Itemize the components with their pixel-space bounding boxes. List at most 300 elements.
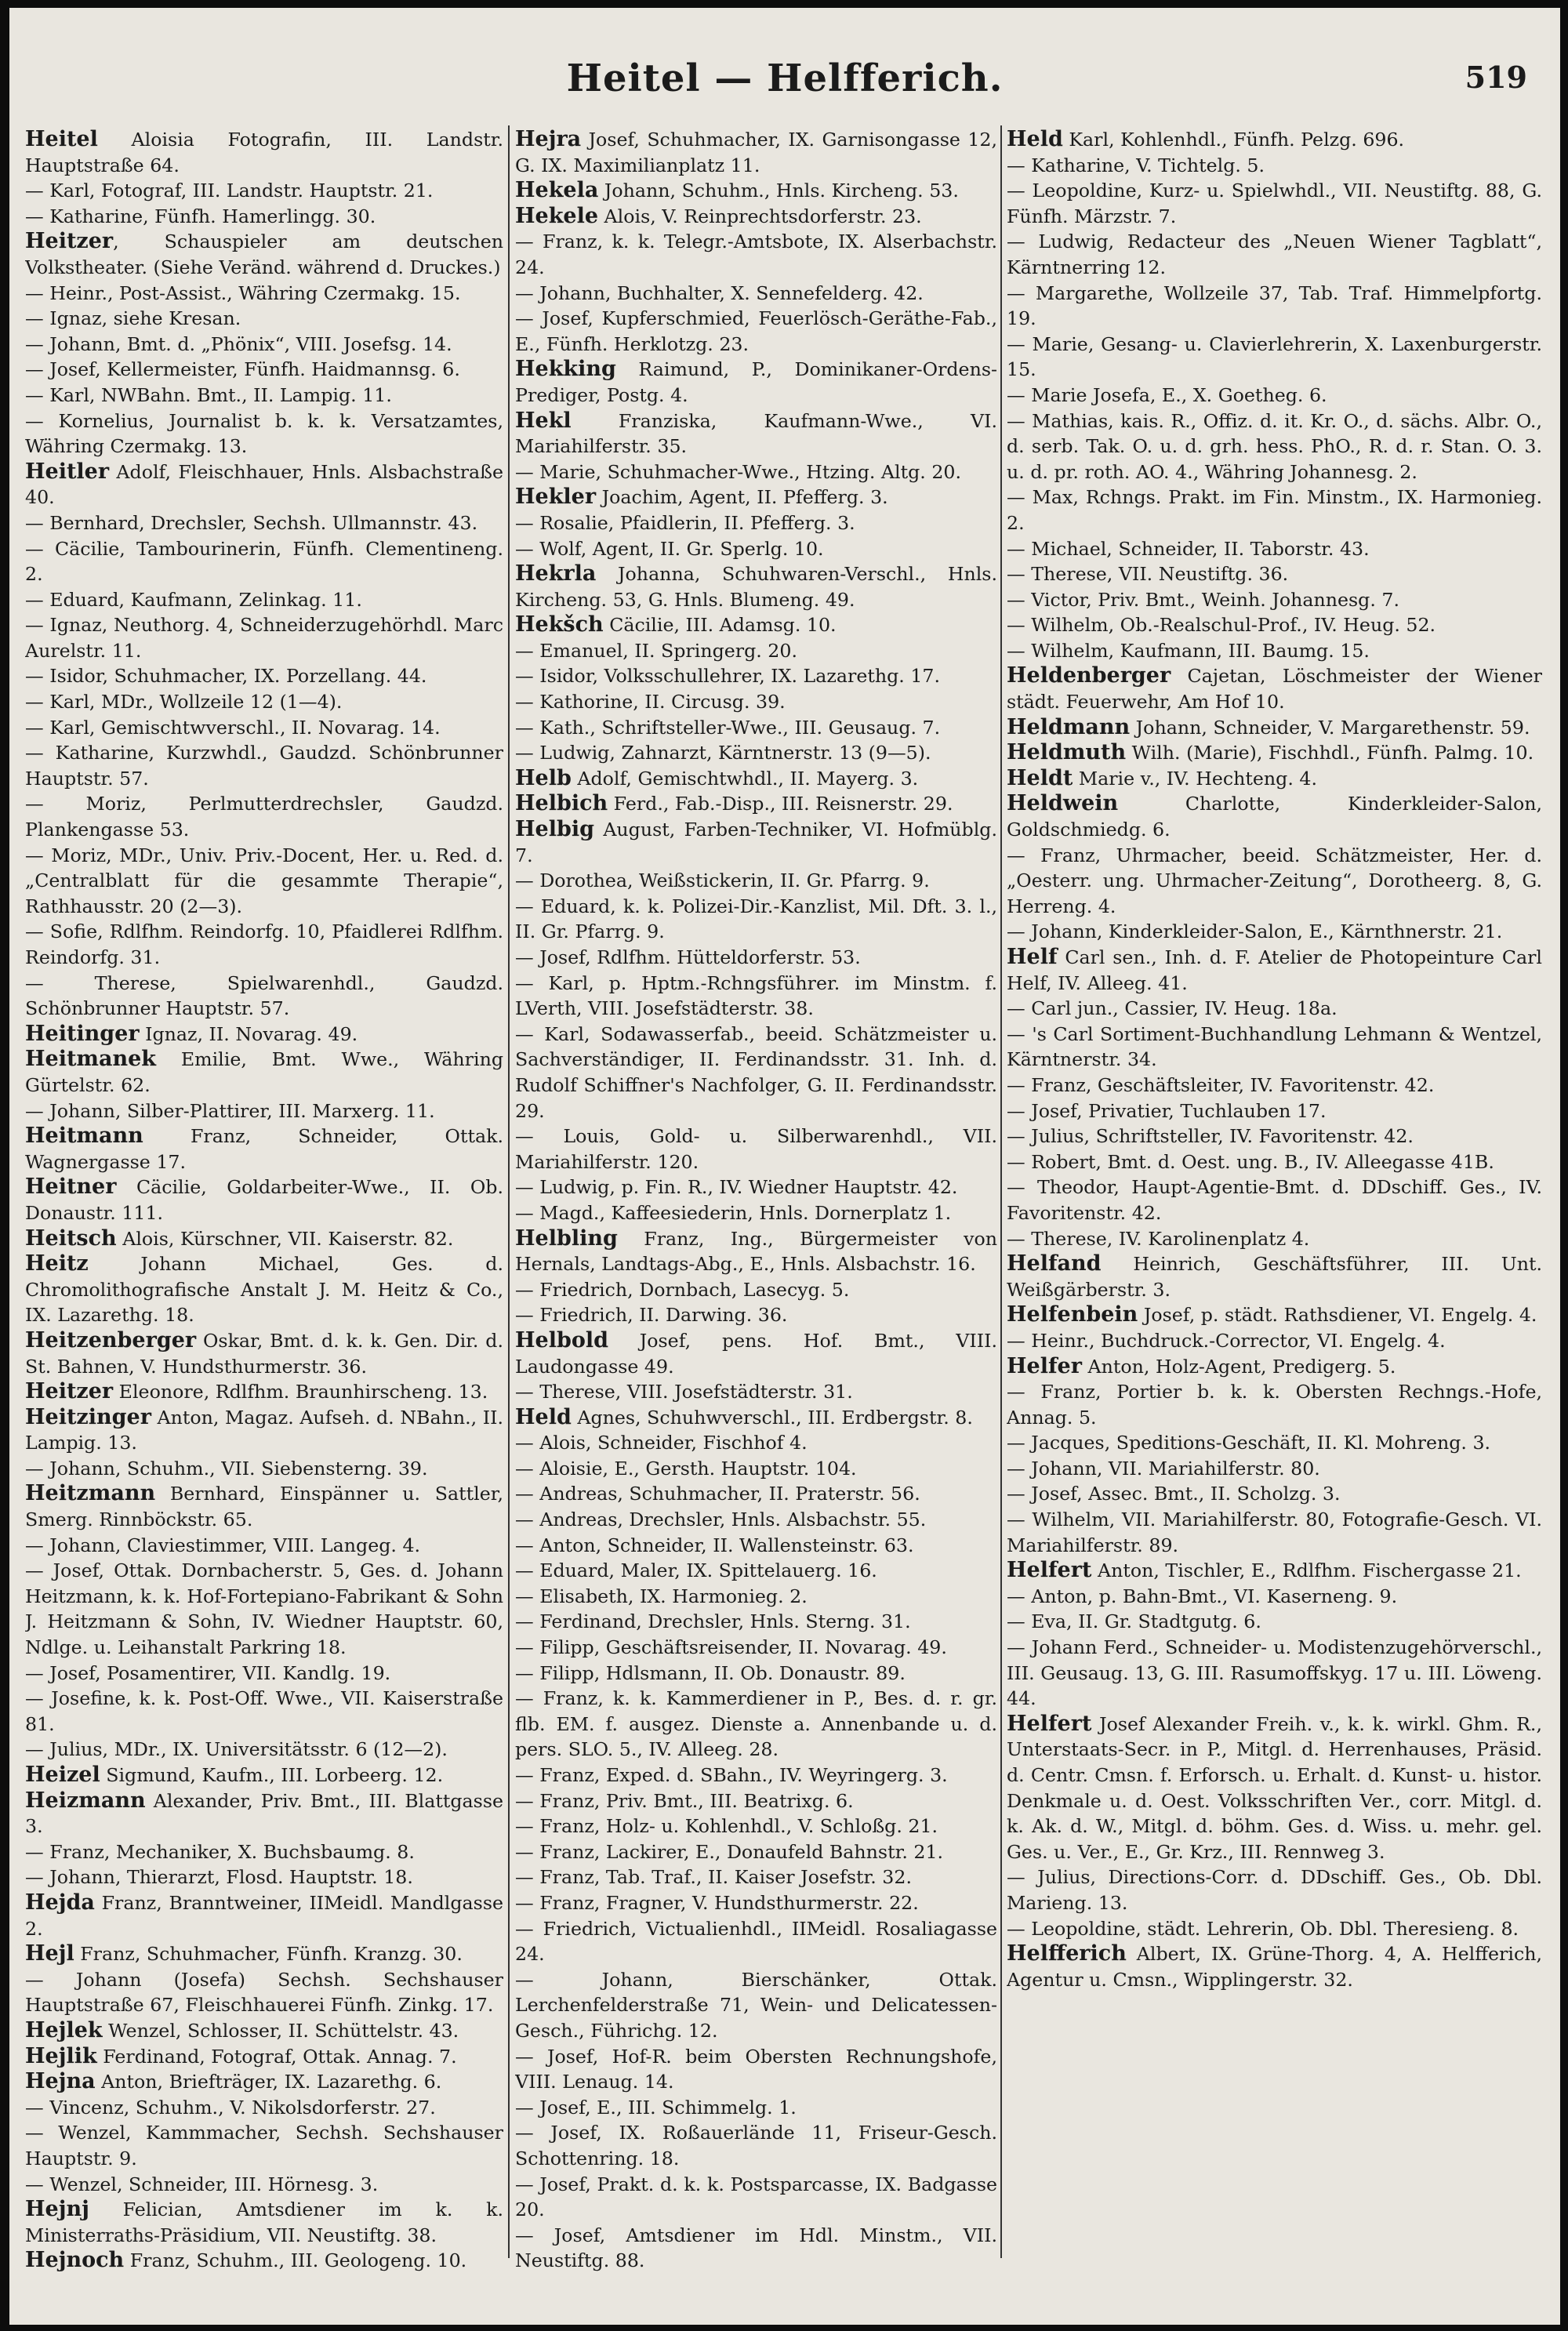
directory-entry [515,1533,997,1559]
entry-text: Ferdinand, Fotograf, Ottak. Annag. 7. [96,2045,457,2068]
entry-surname: Hekking [515,357,616,382]
directory-entry [1007,612,1542,638]
directory-entry [1007,1584,1542,1610]
entry-text: Alois, Kürschner, VII. Kaiserstr. 82. [116,1227,454,1250]
entry-text: Franz, Branntweiner, IIMeidl. Mandlgasse 2. [25,1891,503,1940]
entry-text: — Ignaz, Neuthorg. 4, Schneiderzugehörhdl. Marc Aurelstr. 11. [25,614,503,662]
entry-surname: Heitner [25,1175,117,1200]
directory-entry [515,1763,997,1788]
entry-text: — Franz, Geschäftsleiter, IV. Favoritenstr. 42. [1007,1073,1435,1096]
directory-entry [25,2172,503,2198]
entry-text: Franz, Schuhmacher, Fünfh. Kranzg. 30. [74,1943,463,1966]
column-1 [25,127,503,2307]
entry-text: — Franz, k. k. Kammerdiener in P., Bes. d. r. gr. flb. EM. f. ausgez. Dienste a. Annenbande u. d. pers. SLO. 5., IV. Alleeg. 28. [515,1687,997,1761]
entry-text: Anton, Magaz. Aufseh. d. NBahn., II. Lampig. 13. [25,1406,503,1454]
entry-text: — Josef, Hof-R. beim Obersten Rechnungshofe, VIII. Lenaug. 14. [515,2045,997,2093]
entry-text: — Franz, Mechaniker, X. Buchsbaumg. 8. [25,1840,415,1863]
entry-text: — Johann, VII. Mariahilferstr. 80. [1007,1457,1320,1480]
entry-text: Josef Alexander Freih. v., k. k. wirkl. Ghm. R., Unterstaats-Secr. in P., Mitgl. d. Herrenhauses, Präsid. d. Centr. Cmsn. f. Erforsch. u. Erhalt. d. Kunst- u. histor. Denkmale u. d. Oest. Volksschriften Ver., corr. Mitgl. d. k. Ak. d. W., Mitgl. d. böhm. Ges. d. Wiss. u. mehr. gel. Ges. u. Ver., E., Gr. Krz., III. Rennweg 3. [1007,1712,1542,1863]
entry-text: — Louis, Gold- u. Silberwarenhdl., VII. Mariahilferstr. 120. [515,1125,997,1173]
entry-text: — Friedrich, II. Darwing. 36. [515,1304,788,1327]
entry-text: — Katharine, Kurzwhdl., Gaudzd. Schönbrunner Hauptstr. 57. [25,742,503,790]
entry-surname: Heitmanek [25,1047,156,1072]
directory-entry [25,1226,503,1252]
directory-entry [515,1302,997,1328]
directory-entry [25,1839,503,1865]
directory-entry [515,1226,997,1277]
entry-text: — Elisabeth, IX. Harmonieg. 2. [515,1585,808,1607]
entry-text: — Anton, Schneider, II. Wallensteinstr. 63. [515,1534,914,1556]
entry-text: — Alois, Schneider, Fischhof 4. [515,1432,808,1454]
entry-surname: Hejlik [25,2043,97,2068]
directory-entry [1007,843,1542,920]
entry-text: — Ludwig, Redacteur des „Neuen Wiener Tagblatt“, Kärntnerring 12. [1007,231,1542,278]
directory-entry [515,1379,997,1405]
entry-text: — Friedrich, Victualienhdl., IIMeidl. Rosaliagasse 24. [515,1917,997,1966]
entry-text: — Aloisie, E., Gersth. Hauptstr. 104. [515,1457,857,1480]
directory-entry [25,332,503,358]
directory-entry [1007,1226,1542,1252]
directory-entry [25,2120,503,2171]
entry-text: — Eduard, Kaufmann, Zelinkag. 11. [25,588,362,611]
entry-text: Marie v., IV. Hechteng. 4. [1073,767,1318,790]
directory-entry [1007,153,1542,179]
entry-text: , Schauspieler am deutschen Volkstheater. (Siehe Veränd. während d. Druckes.) [25,231,503,278]
entry-surname: Helfert [1007,1711,1092,1736]
directory-entry [1007,638,1542,664]
entry-text: Emilie, Bmt. Wwe., Währing Gürtelstr. 62. [25,1048,503,1096]
directory-entry [515,1277,997,1303]
entry-surname: Hejlek [25,2017,103,2042]
directory-entry [25,1763,503,1788]
directory-entry [515,357,997,408]
directory-entry [25,1175,503,1225]
entry-text: — Johann, Thierarzt, Flosd. Hauptstr. 18. [25,1866,413,1889]
directory-entry [1007,1941,1542,1992]
entry-text: Agnes, Schuhwverschl., III. Erdbergstr. 8. [571,1406,973,1429]
directory-entry [515,689,997,715]
directory-entry [1007,408,1542,485]
directory-entry [1007,1864,1542,1915]
entry-surname: Heitsch [25,1225,117,1251]
directory-entry [1007,536,1542,562]
directory-entry [25,663,503,689]
entry-text: — Filipp, Geschäftsreisender, II. Novarag. 49. [515,1636,947,1659]
entry-text: — Leopoldine, Kurz- u. Spielwhdl., VII. Neustiftg. 88, G. Fünfh. Märzstr. 7. [1007,180,1542,227]
entry-surname: Heitzer [25,1379,114,1404]
entry-text: — Karl, NWBahn. Bmt., II. Lampig. 11. [25,383,392,406]
entry-text: Aloisia Fotografin, III. Landstr. Hauptstraße 64. [25,129,503,176]
directory-entry [515,408,997,459]
entry-text: — Eduard, Maler, IX. Spittelauerg. 16. [515,1559,877,1582]
directory-entry [1007,281,1542,332]
entry-surname: Heitzer [25,229,114,254]
entry-text: Carl sen., Inh. d. F. Atelier de Photopeinture Carl Helf, IV. Alleeg. 41. [1007,946,1542,994]
entry-surname: Hejl [25,1941,74,1966]
directory-entry [1007,383,1542,408]
entry-text: Anton, Holz-Agent, Predigerg. 5. [1081,1355,1396,1378]
directory-entry [1007,791,1542,842]
directory-entry [515,1661,997,1687]
directory-entry [1007,945,1542,996]
directory-entry [25,689,503,715]
entry-text: — Franz, Fragner, V. Hundsthurmerstr. 22. [515,1891,919,1914]
entry-text: — Julius, Schriftsteller, IV. Favoritenstr. 42. [1007,1125,1414,1148]
entry-surname: Heitel [25,127,98,151]
entry-text: — Josef, Kupferschmied, Feuerlösch-Geräthe-Fab., E., Fünfh. Herklotzg. 23. [515,307,997,355]
entry-surname: Heldenberger [1007,663,1171,688]
entry-text: Anton, Tischler, E., Rdlfhm. Fischergasse 21. [1091,1559,1522,1582]
entry-text: Albert, IX. Grüne-Thorg. 4, A. Helfferich, Agentur u. Cmsn., Wipplingerstr. 32. [1007,1943,1542,1991]
directory-entry [515,740,997,766]
directory-entry [515,1405,997,1431]
directory-entry [515,945,997,971]
directory-entry [1007,561,1542,587]
directory-entry [1007,1354,1542,1380]
directory-entry [515,1430,997,1456]
entry-text: Franz, Schneider, Ottak. Wagnergasse 17. [25,1125,503,1173]
entry-surname: Heitler [25,459,110,484]
entry-text: — Anton, p. Bahn-Bmt., VI. Kaserneng. 9. [1007,1585,1398,1607]
entry-text: Cäcilie, Goldarbeiter-Wwe., II. Ob. Donaustr. 111. [25,1176,503,1224]
directory-entry [25,1558,503,1660]
entry-surname: Heldmann [1007,714,1131,739]
entry-text: — Katharine, Fünfh. Hamerlingg. 30. [25,205,376,227]
entry-text: — Josef, Kellermeister, Fünfh. Haidmannsg. 6. [25,358,460,381]
entry-text: — Josef, IX. Roßauerlände 11, Friseur-Gesch. Schottenring. 18. [515,2122,997,2169]
directory-entry [515,1200,997,1226]
entry-text: — Karl, MDr., Wollzeile 12 (1—4). [25,691,343,713]
entry-text: Adolf, Gemischtwhdl., II. Mayerg. 3. [571,767,919,790]
entry-text: — Eduard, k. k. Polizei-Dir.-Kanzlist, Mil. Dft. 3. l., II. Gr. Pfarrg. 9. [515,895,997,943]
directory-entry [515,1864,997,1890]
directory-entry [25,1124,503,1175]
directory-entry [25,229,503,280]
entry-surname: Heitzinger [25,1404,151,1429]
entry-text: — Franz, k. k. Telegr.-Amtsbote, IX. Alserbachstr. 24. [515,231,997,278]
directory-entry [515,663,997,689]
entry-surname: Hekrla [515,561,597,586]
entry-surname: Held [515,1404,572,1429]
entry-text: — Wilhelm, Kaufmann, III. Baumg. 15. [1007,639,1370,662]
entry-text: — Wilhelm, VII. Mariahilferstr. 80, Fotografie-Gesch. VI. Mariahilferstr. 89. [1007,1509,1542,1556]
directory-entry [1007,1175,1542,1225]
entry-text: — Karl, Fotograf, III. Landstr. Hauptstr. 21. [25,180,434,202]
entry-text: — Max, Rchngs. Prakt. im Fin. Minstm., IX. Harmonieg. 2. [1007,486,1542,534]
entry-text: Josef, pens. Hof. Bmt., VIII. Laudongasse 49. [515,1329,997,1378]
entry-text: — Moriz, MDr., Univ. Priv.-Docent, Her. u. Red. d. „Centralblatt für die gesammte Therapie“, Rathhausstr. 20 (2—3). [25,844,503,917]
entry-text: — Julius, Directions-Corr. d. DDschiff. Ges., Ob. Dbl. Marieng. 13. [1007,1866,1542,1914]
directory-entry [1007,229,1542,280]
entry-text: Heinrich, Geschäftsführer, III. Unt. Weißgärberstr. 3. [1007,1253,1542,1301]
directory-entry [25,1098,503,1124]
entry-text: — Johann, Silber-Plattirer, III. Marxerg. 11. [25,1099,435,1122]
entry-text: Franz, Schuhm., III. Geologeng. 10. [124,2249,467,2272]
entry-text: — Karl, Gemischtwverschl., II. Novarag. 14. [25,716,441,739]
directory-entry [25,1737,503,1763]
entry-surname: Heizmann [25,1788,146,1813]
entry-text: Franz, Ing., Bürgermeister von Hernals, Landtags-Abg., E., Hnls. Alsbachstr. 16. [515,1227,997,1276]
directory-entry [1007,740,1542,766]
entry-text: — Josef, Privatier, Tuchlauben 17. [1007,1099,1327,1122]
entry-text: — Franz, Holz- u. Kohlenhdl., V. Schloßg. 21. [515,1815,938,1838]
directory-entry [515,306,997,357]
entry-text: Wilh. (Marie), Fischhdl., Fünfh. Palmg. 10. [1126,742,1534,764]
entry-text: Wenzel, Schlosser, II. Schüttelstr. 43. [102,2019,459,2042]
directory-entry [25,1456,503,1482]
entry-text: — Franz, Tab. Traf., II. Kaiser Josefstr. 32. [515,1866,912,1889]
entry-text: — Josef, Amtsdiener im Hdl. Minstm., VII. Neustiftg. 88. [515,2224,997,2272]
entry-text: — Sofie, Rdlfhm. Reindorfg. 10, Pfaidlerei Rdlfhm. Reindorfg. 31. [25,920,503,968]
directory-entry [1007,715,1542,741]
directory-entry [25,1661,503,1687]
columns [9,127,1560,2307]
entry-text: — Bernhard, Drechsler, Sechsh. Ullmannstr. 43. [25,511,478,534]
entry-text: — Victor, Priv. Bmt., Weinh. Johannesg. 7. [1007,588,1399,611]
entry-text: — Karl, p. Hptm.-Rchngsführer. im Minstm. f. LVerth, VIII. Josefstädterstr. 38. [515,971,997,1020]
entry-text: Adolf, Fleischhauer, Hnls. Alsbachstraße 40. [25,460,503,509]
directory-entry [25,919,503,970]
directory-entry [25,740,503,791]
entry-text: Cäcilie, III. Adamsg. 10. [603,614,837,637]
directory-entry [25,587,503,613]
directory-entry [25,1890,503,1941]
page-header [9,56,1560,127]
entry-text: — Josef, Ottak. Dornbacherstr. 5, Ges. d. Johann Heitzmann, k. k. Hof-Fortepiano-Fabrikant & Sohn J. Heitzmann & Sohn, IV. Wiedner Hauptstr. 60, Ndlge. u. Leihanstalt Parkring 18. [25,1559,503,1659]
entry-surname: Helfferich [1007,1941,1127,1966]
directory-entry [515,2120,997,2171]
directory-entry [515,1022,997,1124]
directory-entry [25,971,503,1022]
entry-text: — Wenzel, Schneider, III. Hörnesg. 3. [25,2173,379,2195]
directory-entry [515,715,997,741]
directory-entry [1007,996,1542,1022]
entry-surname: Helfand [1007,1251,1102,1276]
entry-text: Johanna, Schuhwaren-Verschl., Hnls. Kircheng. 53, G. Hnls. Blumeng. 49. [515,563,997,611]
directory-entry [25,2248,503,2274]
entry-text: — Jacques, Speditions-Geschäft, II. Kl. Mohreng. 3. [1007,1432,1491,1454]
entry-surname: Hekler [515,485,597,510]
entry-text: — Eva, II. Gr. Stadtgutg. 6. [1007,1610,1261,1633]
entry-text: — Johann Ferd., Schneider- u. Modistenzugehörverschl., III. Geusaug. 13, G. III. Rasumoffskyg. 17 u. III. Löweng. 44. [1007,1636,1542,1710]
directory-entry [25,510,503,536]
directory-entry [515,485,997,510]
entry-text: — Josefine, k. k. Post-Off. Wwe., VII. Kaiserstraße 81. [25,1687,503,1735]
directory-entry [515,1788,997,1814]
directory-entry [25,715,503,741]
entry-surname: Helbich [515,791,608,816]
entry-text: — Isidor, Volksschullehrer, IX. Lazarethg. 17. [515,665,941,688]
directory-entry [25,383,503,408]
directory-entry [515,459,997,485]
entry-surname: Helb [515,765,572,790]
entry-text: Sigmund, Kaufm., III. Lorbeerg. 12. [100,1764,444,1786]
directory-entry [1007,766,1542,792]
entry-text: Ferd., Fab.-Disp., III. Reisnerstr. 29. [608,793,953,815]
directory-entry [1007,127,1542,153]
entry-surname: Helbig [515,817,594,842]
directory-entry [25,791,503,842]
entry-text: — Isidor, Schuhmacher, IX. Porzellang. 44. [25,665,427,688]
entry-text: — Heinr., Buchdruck.-Corrector, VI. Engelg. 4. [1007,1329,1446,1352]
directory-entry [25,459,503,510]
entry-text: Josef, Schuhmacher, IX. Garnisongasse 12, G. IX. Maximilianplatz 11. [515,129,997,176]
directory-entry [25,306,503,332]
entry-text: — 's Carl Sortiment-Buchhandlung Lehmann & Wentzel, Kärntnerstr. 34. [1007,1022,1542,1071]
directory-entry [515,1890,997,1916]
entry-text: Karl, Kohlenhdl., Fünfh. Pelzg. 696. [1062,129,1405,151]
entry-text: — Leopoldine, städt. Lehrerin, Ob. Dbl. Theresieng. 8. [1007,1917,1519,1940]
directory-entry [515,1609,997,1635]
entry-surname: Heitz [25,1251,89,1276]
directory-entry [1007,1916,1542,1942]
directory-entry [1007,1481,1542,1507]
entry-text: — Ludwig, p. Fin. R., IV. Wiedner Hauptstr. 42. [515,1176,958,1199]
directory-entry [1007,1022,1542,1073]
directory-entry [515,766,997,792]
directory-entry [515,2095,997,2121]
directory-entry [515,612,997,638]
directory-entry [1007,1558,1542,1584]
directory-entry [515,2223,997,2274]
entry-text: Cajetan, Löschmeister der Wiener städt. Feuerwehr, Am Hof 10. [1007,665,1542,713]
entry-surname: Held [1007,127,1063,151]
entry-text: — Rosalie, Pfaidlerin, II. Pfefferg. 3. [515,511,855,534]
entry-surname: Helfert [1007,1558,1092,1583]
directory-entry [25,2044,503,2070]
directory-entry [25,1686,503,1737]
directory-entry [515,2172,997,2223]
directory-entry [25,2018,503,2044]
entry-surname: Hekele [515,203,599,228]
directory-entry [515,1558,997,1584]
entry-text: — Franz, Exped. d. SBahn., IV. Weyringerg. 3. [515,1764,948,1786]
entry-text: — Johann, Kinderkleider-Salon, E., Kärnthnerstr. 21. [1007,920,1503,943]
entry-surname: Helf [1007,945,1058,969]
entry-surname: Hejra [515,127,582,151]
directory-entry [25,536,503,587]
directory-entry [515,868,997,894]
entry-text: — Kathorine, II. Circusg. 39. [515,691,786,713]
entry-text: — Josef, Posamentirer, VII. Kandlg. 19. [25,1661,391,1684]
entry-text: — Cäcilie, Tambourinerin, Fünfh. Clementineng. 2. [25,537,503,586]
entry-surname: Heldmuth [1007,740,1127,765]
entry-text: — Robert, Bmt. d. Oest. ung. B., IV. Alleegasse 41B. [1007,1150,1494,1173]
entry-text: — Theodor, Haupt-Agentie-Bmt. d. DDschiff. Ges., IV. Favoritenstr. 42. [1007,1176,1542,1224]
entry-text: — Therese, VII. Neustiftg. 36. [1007,563,1289,586]
entry-surname: Heldt [1007,765,1073,790]
directory-entry [25,127,503,178]
column-2 [515,127,997,2307]
directory-entry [515,1916,997,1967]
directory-page [9,8,1560,2325]
entry-text: Alexander, Priv. Bmt., III. Blattgasse 3. [25,1789,503,1838]
entry-text: — Moriz, Perlmutterdrechsler, Gaudzd. Plankengasse 53. [25,793,503,841]
entry-text: — Michael, Schneider, II. Taborstr. 43. [1007,537,1370,560]
directory-entry [515,971,997,1022]
entry-text: — Friedrich, Dornbach, Lasecyg. 5. [515,1278,850,1301]
entry-text: — Marie Josefa, E., X. Goetheg. 6. [1007,383,1327,406]
entry-surname: Heldwein [1007,791,1119,816]
entry-surname: Heitinger [25,1021,140,1046]
entry-surname: Hejda [25,1890,95,1915]
directory-entry [1007,1609,1542,1635]
directory-entry [515,1839,997,1865]
entry-text: Raimund, P., Dominikaner-Ordens-Prediger, Postg. 4. [515,358,997,406]
page-number: 519 [1465,60,1527,95]
entry-text: — Johann, Buchhalter, X. Sennefelderg. 42. [515,281,924,304]
directory-entry [1007,1456,1542,1482]
directory-entry [1007,1712,1542,1865]
directory-entry [25,1251,503,1328]
directory-entry [515,1124,997,1175]
entry-text: — Ignaz, siehe Kresan. [25,307,241,330]
entry-text: — Josef, E., III. Schimmelg. 1. [515,2096,797,2119]
entry-text: — Therese, IV. Karolinenplatz 4. [1007,1227,1310,1250]
directory-entry [1007,1149,1542,1175]
entry-text: — Therese, Spielwarenhdl., Gaudzd. Schönbrunner Hauptstr. 57. [25,971,503,1020]
directory-entry [515,510,997,536]
entry-text: Johann, Schneider, V. Margarethenstr. 59. [1130,716,1530,739]
directory-entry [1007,663,1542,714]
directory-entry [25,1967,503,2018]
entry-text: — Therese, VIII. Josefstädterstr. 31. [515,1381,853,1403]
page-title: Heitel — Helfferich. [566,56,1004,100]
directory-entry [515,1584,997,1610]
directory-entry [515,281,997,307]
entry-text: — Johann, Claviestimmer, VIII. Langeg. 4. [25,1534,421,1556]
directory-entry [25,1481,503,1532]
entry-text: — Dorothea, Weißstickerin, II. Gr. Pfarrg. 9. [515,870,930,892]
directory-entry [25,1022,503,1047]
entry-surname: Heitzenberger [25,1327,197,1352]
entry-surname: Hejnj [25,2197,89,2222]
entry-text: — Franz, Portier b. k. k. Obersten Rechngs.-Hofe, Annag. 5. [1007,1381,1542,1429]
directory-entry [25,178,503,204]
entry-surname: Hejnoch [25,2248,125,2273]
directory-entry [515,1967,997,2044]
entry-text: — Andreas, Schuhmacher, II. Praterstr. 56. [515,1483,920,1505]
column-3 [1007,127,1542,2307]
entry-text: Alois, V. Reinprechtsdorferstr. 23. [598,205,922,227]
entry-surname: Hekl [515,408,572,433]
entry-text: — Julius, MDr., IX. Universitätsstr. 6 (12—2). [25,1738,448,1761]
directory-entry [1007,1379,1542,1430]
directory-entry [515,1328,997,1379]
entry-text: — Josef, Rdlfhm. Hütteldorferstr. 53. [515,946,861,968]
directory-entry [25,281,503,307]
entry-text: — Andreas, Drechsler, Hnls. Alsbachstr. 55. [515,1509,927,1531]
directory-entry [515,561,997,612]
entry-text: Johann, Schuhm., Hnls. Kircheng. 53. [598,180,959,202]
entry-text: — Marie, Schuhmacher-Wwe., Htzing. Altg. 20. [515,460,962,483]
entry-text: — Kornelius, Journalist b. k. k. Versatzamtes, Währing Czermakg. 13. [25,409,503,458]
directory-entry [1007,919,1542,945]
entry-text: Anton, Briefträger, IX. Lazarethg. 6. [95,2071,442,2093]
directory-entry [1007,1328,1542,1354]
entry-text: — Magd., Kaffeesiederin, Hnls. Dornerplatz 1. [515,1201,952,1224]
directory-entry [515,817,997,868]
directory-entry [1007,1098,1542,1124]
entry-text: — Emanuel, II. Springerg. 20. [515,639,797,662]
directory-entry [25,1941,503,1967]
directory-entry [1007,1507,1542,1558]
directory-entry [515,1635,997,1661]
entry-text: Josef, p. städt. Rathsdiener, VI. Engelg. 4. [1138,1304,1537,1327]
entry-text: — Vincenz, Schuhm., V. Nikolsdorferstr. 27. [25,2096,436,2119]
entry-surname: Heizel [25,1763,100,1787]
entry-text: — Margarethe, Wollzeile 37, Tab. Traf. Himmelpfortg. 19. [1007,281,1542,330]
